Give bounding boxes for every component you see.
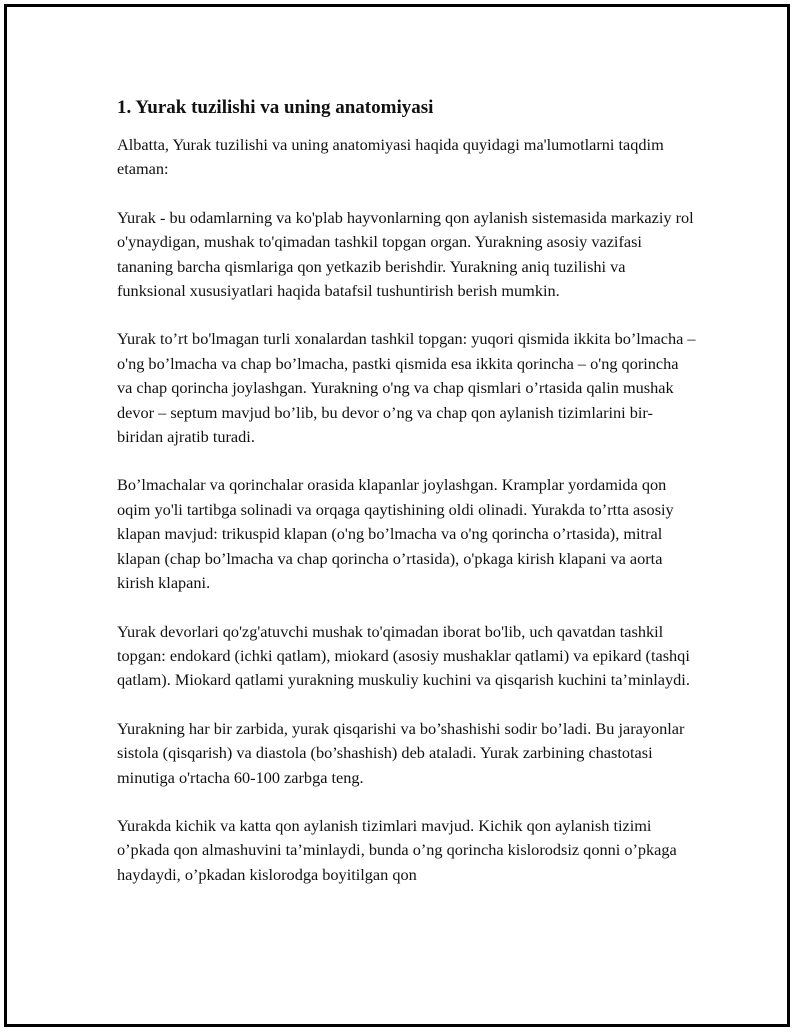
paragraph-valves: Bo’lmachalar va qorinchalar orasida klapanlar joylashgan. Kramplar yordamida qon oqim yo'li tartibga solinadi va orqaga qaytishining oldi olinadi. Yurakda to’rtta asosiy klapan mavjud: trikuspid klapan (o'ng bo’lmacha va o'ng qorincha o’rtasida), mitral klapan (chap bo’lmacha va chap qorincha o’rtasida), o'pkaga kirish klapani va aorta kirish klapani. [117,475,674,593]
paragraph-chambers: Yurak to’rt bo'lmagan turli xonalardan tashkil topgan: yuqori qismida ikkita bo’lmacha – o'ng bo’lmacha va chap bo’lmacha, pastki qismida esa ikkita qorincha – o'ng qorincha va chap qorincha joylashgan. Yurakning o'ng va chap qismlari o’rtasida qalin mushak devor – septum mavjud bo’lib, bu devor o’ng va chap qon aylanish tizimlarini bir-biridan ajratib turadi. [117,329,696,447]
paragraph-definition: Yurak - bu odamlarning va ko'plab hayvonlarning qon aylanish sistemasida markaziy rol o'ynaydigan, mushak to'qimadan tashkil topgan organ. Yurakning asosiy vazifasi tananing barcha qismlariga qon yetkazib berishdir. Yurakning aniq tuzilishi va funksional xususiyatlari haqida batafsil tushuntirish berish mumkin. [117,207,694,301]
paragraph-walls: Yurak devorlari qo'zg'atuvchi mushak to'qimadan iborat bo'lib, uch qavatdan tashkil topgan: endokard (ichki qatlam), miokard (asosiy mushaklar qatlami) va epikard (tashqi qatlam). Miokard qatlami yurakning muskuliy kuchini va qisqarish kuchini ta’minlaydi. [117,621,690,690]
paragraph-intro: Albatta, Yurak tuzilishi va uning anatomiyasi haqida quyidagi ma'lumotlarni taqdim etaman: [117,135,664,179]
document-body [117,95,697,911]
page-title: 1. Yurak tuzilishi va uning anatomiyasi [117,97,434,118]
paragraph-heartbeat: Yurakning har bir zarbida, yurak qisqarishi va bo’shashishi sodir bo’ladi. Bu jarayonlar sistola (qisqarish) va diastola (bo’shashish) deb ataladi. Yurak zarbining chastotasi minutiga o'rtacha 60-100 zarbga teng. [117,718,685,787]
paragraph-circulation: Yurakda kichik va katta qon aylanish tizimlari mavjud. Kichik qon aylanish tizimi o’pkada qon almashuvini ta’minlaydi, bunda o’ng qorincha kislorodsiz qonni o’pkaga haydaydi, o’pkadan kislorodga boyitilgan qon [117,815,677,884]
